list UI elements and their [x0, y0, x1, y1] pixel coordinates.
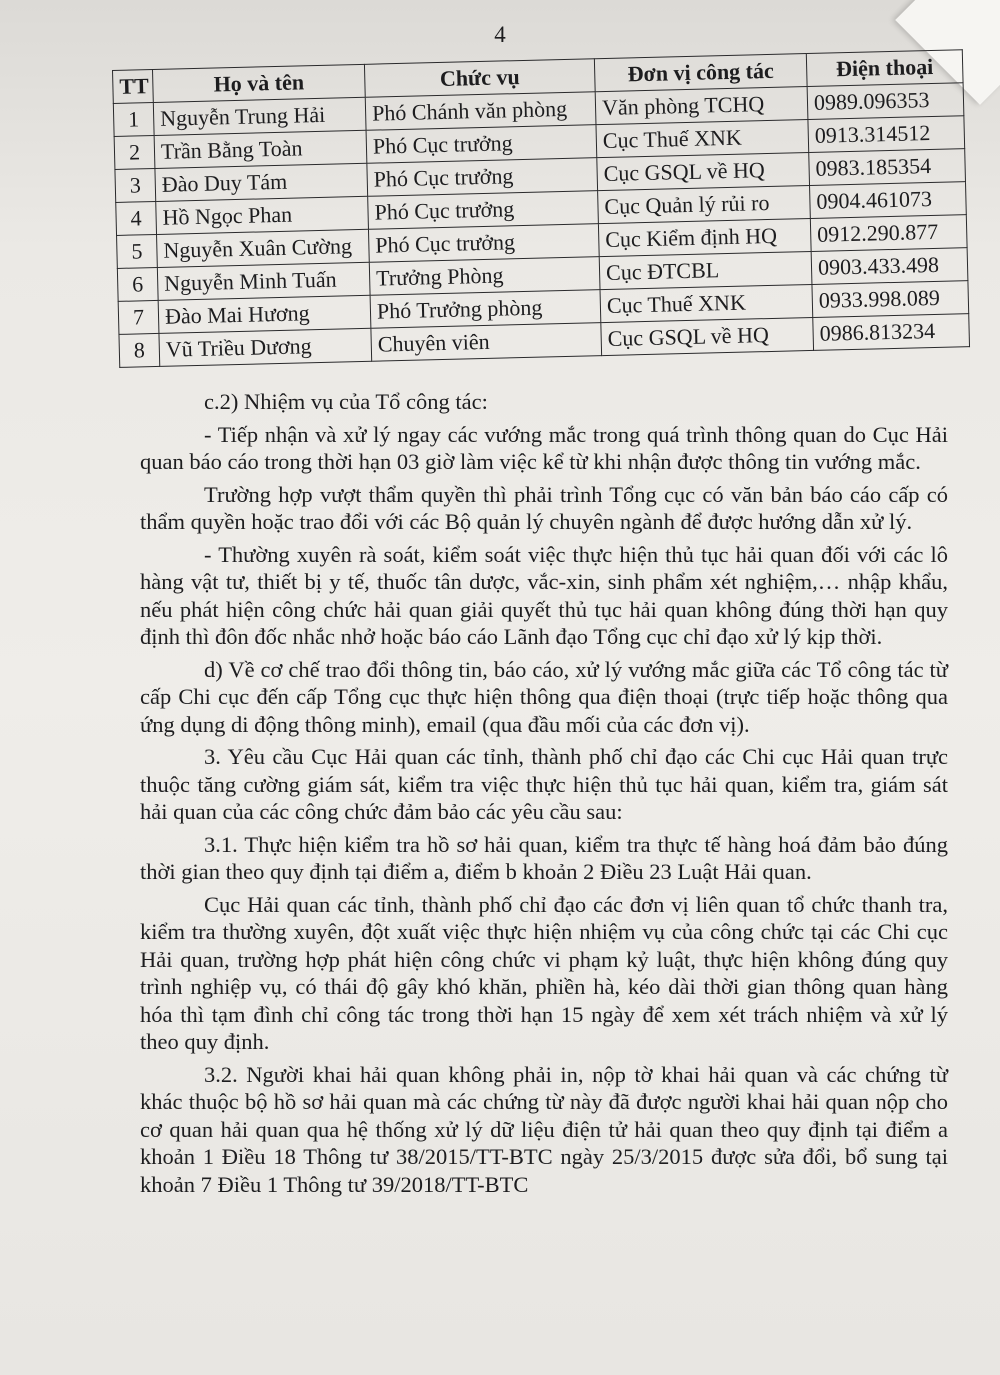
cell-position: Phó Cục trưởng	[368, 191, 599, 230]
cell-tt: 2	[114, 135, 155, 169]
page-number: 4	[494, 22, 506, 47]
paragraph: - Thường xuyên rà soát, kiểm soát việc thực hiện thủ tục hải quan đối với các lô hàng vật tư, thiết bị y tế, thuốc tân dược, vắc-xin, sinh phẩm xét nghiệm,… nhập khẩu, nếu phát hiện công chức hải quan giải quyết thủ tục hải quan không đúng thời hạn quy định thì đôn đốc nhắc nhở hoặc báo cáo Lãnh đạo Tổng cục chỉ đạo xử lý kịp thời.	[140, 541, 948, 649]
cell-tt: 5	[117, 234, 158, 268]
header-phone: Điện thoại	[806, 50, 963, 87]
cell-position: Phó Chánh văn phòng	[365, 92, 596, 131]
cell-phone: 0933.998.089	[812, 281, 969, 318]
cell-position: Phó Cục trưởng	[366, 125, 597, 164]
cell-position: Phó Trưởng phòng	[370, 290, 601, 329]
cell-name: Nguyễn Trung Hải	[153, 97, 366, 135]
cell-phone: 0903.433.498	[811, 248, 968, 285]
cell-unit: Cục GSQL về HQ	[601, 317, 814, 355]
paragraph: - Tiếp nhận và xử lý ngay các vướng mắc trong quá trình thông quan do Cục Hải quan báo cáo trong thời hạn 03 giờ làm việc kể từ khi nhận được thông tin vướng mắc.	[140, 421, 948, 474]
cell-tt: 7	[118, 300, 159, 334]
cell-unit: Cục GSQL về HQ	[597, 153, 810, 191]
cell-unit: Cục Kiểm định HQ	[598, 218, 811, 256]
cell-name: Đào Duy Tám	[155, 163, 368, 201]
cell-tt: 8	[119, 333, 160, 367]
cell-phone: 0913.314512	[808, 116, 965, 153]
paragraph: Cục Hải quan các tỉnh, thành phố chỉ đạo các đơn vị liên quan tổ chức thanh tra, kiểm tra thường xuyên, đột xuất việc thực hiện nhiệm vụ của công chức tại các Chi cục Hải quan, trường hợp phát hiện công chức vi phạm kỷ luật, thực hiện không đúng quy trình nghiệp vụ, có thái độ gây khó khăn, phiền hà, kéo dài thời gian thông quan hàng hóa thì tạm đình chỉ công tác trong thời hạn 15 ngày để xem xét trách nhiệm và xử lý theo quy định.	[140, 891, 948, 1054]
cell-tt: 3	[115, 168, 156, 202]
cell-phone: 0904.461073	[810, 182, 967, 219]
cell-unit: Cục Thuế XNK	[596, 120, 809, 158]
paragraph: Trường hợp vượt thẩm quyền thì phải trình Tổng cục có văn bản báo cáo cấp có thẩm quyền hoặc trao đổi với các Bộ quản lý chuyên ngành để được hướng dẫn xử lý.	[140, 481, 948, 534]
cell-name: Nguyễn Xuân Cường	[157, 229, 370, 267]
cell-name: Trần Bằng Toàn	[154, 130, 367, 168]
cell-name: Nguyễn Minh Tuấn	[157, 262, 370, 300]
cell-unit: Cục Quản lý rủi ro	[598, 185, 811, 223]
cell-position: Chuyên viên	[371, 323, 602, 362]
cell-position: Phó Cục trưởng	[367, 158, 598, 197]
cell-phone: 0989.096353	[807, 83, 964, 120]
header-position: Chức vụ	[364, 59, 595, 98]
cell-phone: 0912.290.877	[810, 215, 967, 252]
staff-table	[112, 49, 970, 368]
cell-unit: Văn phòng TCHQ	[595, 87, 808, 125]
cell-tt: 1	[113, 103, 154, 137]
cell-tt: 6	[117, 267, 158, 301]
paragraph-3: 3. Yêu cầu Cục Hải quan các tỉnh, thành phố chỉ đạo các Chi cục Hải quan trực thuộc tăng cường giám sát, kiểm tra việc thực hiện thủ tục hải quan, kiểm tra, giám sát hải quan của các công chức đảm bảo các yêu cầu sau:	[140, 744, 948, 824]
paragraph-3-2: 3.2. Người khai hải quan không phải in, nộp tờ khai hải quan và các chứng từ khác thuộc bộ hồ sơ hải quan mà các chứng từ này đã được người khai hải quan nộp cho cơ quan hải quan qua hệ thống xử lý dữ liệu điện tử hải quan theo quy định tại điểm a khoản 1 Điều 18 Thông tư 38/2015/TT-BTC ngày 25/3/2015 được sửa đổi, bổ sung tại khoản 7 Điều 1 Thông tư 39/2018/TT-BTC	[140, 1061, 948, 1197]
paragraph-c2-heading: c.2) Nhiệm vụ của Tổ công tác:	[204, 389, 488, 414]
header-name: Họ và tên	[153, 64, 366, 102]
paragraph-d: d) Về cơ chế trao đổi thông tin, báo cáo, xử lý vướng mắc giữa các Tổ công tác từ cấp Chi cục đến cấp Tổng cục thực hiện thông qua điện thoại (trực tiếp hoặc thông qua ứng dụng di động thông minh), email (qua đầu mối của các đơn vị).	[140, 656, 948, 737]
cell-unit: Cục ĐTCBL	[599, 251, 812, 289]
cell-position: Trưởng Phòng	[369, 257, 600, 296]
cell-name: Đào Mai Hương	[158, 295, 371, 333]
cell-tt: 4	[116, 201, 157, 235]
cell-phone: 0986.813234	[813, 314, 970, 351]
cell-name: Hồ Ngọc Phan	[156, 196, 369, 234]
cell-phone: 0983.185354	[809, 149, 966, 186]
body-text	[140, 388, 948, 1203]
header-tt: TT	[113, 70, 154, 104]
cell-unit: Cục Thuế XNK	[600, 284, 813, 322]
header-unit: Đơn vị công tác	[594, 54, 807, 92]
cell-name: Vũ Triều Dương	[159, 328, 372, 366]
cell-position: Phó Cục trưởng	[368, 224, 599, 263]
paragraph-3-1: 3.1. Thực hiện kiểm tra hồ sơ hải quan, kiểm tra thực tế hàng hoá đảm bảo đúng thời gian theo quy định tại điểm a, điểm b khoản 2 Điều 23 Luật Hải quan.	[140, 831, 948, 884]
